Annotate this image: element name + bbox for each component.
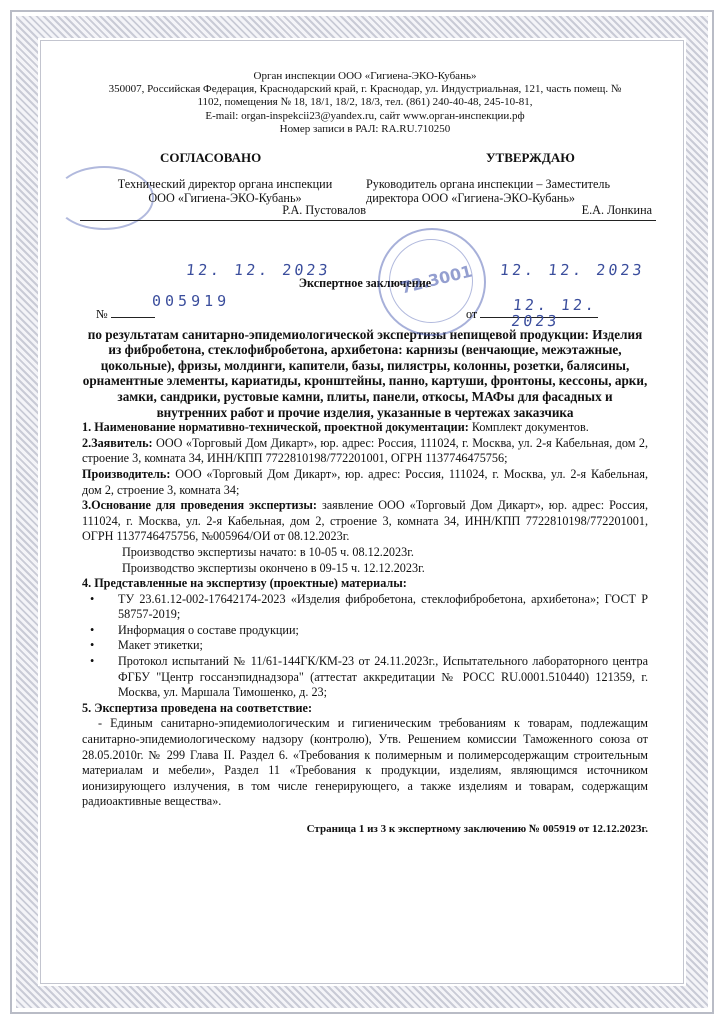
section-2 [82, 436, 648, 467]
section-2-heading: 2.Заявитель: [82, 435, 153, 450]
document-number-stamp: 005919 [152, 291, 231, 310]
org-address-2: 1102, помещения № 18, 18/1, 18/2, 18/3, тел. (861) 240-40-48, 245-10-81, [197, 96, 533, 109]
section-2-text: ООО «Торговый Дом Дикарт», юр. адрес: Россия, 111024, г. Москва, ул. 2-я Кабельная, дом 2, строение 3, комната 34, ИНН/КПП 7722810198/772201001, ОГРН 1137746475756; [82, 435, 649, 466]
section-4 [82, 576, 648, 592]
stamp-text: 72.3001 [398, 261, 475, 298]
section-5-text: - Единым санитарно-эпидемиологическим и гигиеническим требованиям к товарам, подлежащим санитарно-эпидемиологическому надзору (контролю), Утв. Решением комиссии Таможенного союза от 28.05.2010г. № 299 Глава II. Раздел 6. «Требования к полимерным и полимерсодержащим строительным материалам и мебели», Раздел 11 «Требования к продукции, изделиям, являющимся источником ионизирующего излучения, в том числе генерирующего, а также изделиям и товарам, содержащим радиоактивные вещества». [82, 716, 648, 809]
expertise-end: Производство экспертизы окончено в 09-15 ч. 12.12.2023г. [122, 560, 425, 575]
number-label: № [96, 306, 108, 321]
document-body [82, 70, 652, 838]
producer [82, 467, 648, 498]
org-contacts: E-mail: organ-inspekcii23@yandex.ru, сайт www.орган-инспекции.рф [205, 109, 525, 122]
org-name: Орган инспекции ООО «Гигиена-ЭКО-Кубань» [253, 70, 477, 82]
approved-position: Руководитель органа инспекции – Заместитель [366, 176, 611, 191]
number-underline [111, 317, 155, 318]
date-label: от [466, 306, 478, 321]
list-item: • ТУ 23.61.12-002-17642174-2023 «Изделия фибробетона, стеклофибробетона, архибетона»; ГОСТ Р 58757-2019; [118, 592, 648, 623]
approved-signature-line [366, 203, 656, 221]
producer-heading: Производитель: [82, 466, 171, 481]
approved-title: УТВЕРЖДАЮ [486, 150, 575, 166]
page-footer: Страница 1 из 3 к экспертному заключению № 005919 от 12.12.2023г. [306, 823, 648, 836]
org-address-1: 350007, Российская Федерация, Краснодарский край, г. Краснодар, ул. Индустриальная, 121, часть помещ. № [108, 83, 622, 96]
list-item: • Макет этикетки; [118, 638, 648, 654]
agreed-date-stamp: 12. 12. 2023 [185, 261, 332, 280]
agreed-title: СОГЛАСОВАНО [160, 150, 262, 166]
section-3-text: заявление ООО «Торговый Дом Дикарт», юр. адрес: Россия, 111024, г. Москва, ул. 2-я Кабельная, дом 2, строение 3, комната 34, ИНН/КПП 7722810198/772201001, ОГРН 1137746475756, №005964/ОИ от 08.12.2023г. [82, 498, 649, 544]
materials-list [82, 592, 648, 701]
list-item: • Информация о составе продукции; [118, 623, 648, 639]
section-5-heading: 5. Экспертиза проведена на соответствие: [82, 700, 313, 715]
approved-organization: директора ООО «Гигиена-ЭКО-Кубань» [366, 190, 576, 205]
approved-date-stamp: 12. 12. 2023 [499, 261, 646, 280]
agreed-organization: ООО «Гигиена-ЭКО-Кубань» [148, 190, 302, 205]
agreed-signature-line [80, 203, 370, 221]
section-5 [82, 701, 648, 717]
section-3-heading: 3.Основание для проведения экспертизы: [82, 498, 317, 513]
approved-signer: Е.А. Лонкина [581, 203, 652, 218]
section-3 [82, 498, 648, 545]
document-title: Экспертное заключение [298, 276, 432, 291]
section-4-heading: 4. Представленные на экспертизу (проектные) материалы: [82, 576, 407, 591]
approval-agreed [80, 150, 370, 221]
organization-header [82, 70, 648, 136]
section-1 [82, 420, 648, 436]
expertise-subject: по результатам санитарно-эпидемиологической экспертизы непищевой продукции: Изделия из фибробетона, стеклофибробетона, архибетона: карнизы (венчающие, межэтажные, цокольные), фризы, молдинги, капители, базы, пилястры, колонны, розетки, балясины, орнаментные элементы, кариатиды, кронштейны, панно, картуши, фронтоны, кессоны, арки, замки, сандрики, рустовые камни, плиты, панели, откосы, МАФы для фасадных и внутренних работ и прочие изделия, указанные в чертежах заказчика [82, 326, 648, 420]
section-1-text: Комплект документов. [471, 420, 589, 435]
expertise-start: Производство экспертизы начато: в 10-05 ч. 08.12.2023г. [122, 544, 414, 559]
agreed-signer: Р.А. Пустовалов [282, 203, 366, 218]
org-registry: Номер записи в РАЛ: RA.RU.710250 [279, 122, 451, 135]
document-number-line [82, 291, 648, 330]
approval-approved [366, 150, 656, 221]
agreed-position: Технический директор органа инспекции [117, 176, 333, 191]
producer-text: ООО «Торговый Дом Дикарт», юр. адрес: Россия, 111024, г. Москва, ул. 2-я Кабельная, дом 2, строение 3, комната 34; [82, 466, 648, 497]
document-date-stamp: 12. 12. 2023 [510, 295, 599, 330]
list-item: • Протокол испытаний № 11/61-144ГК/КМ-23 от 24.11.2023г., Испытательного лабораторного центра ФГБУ "Центр госсанэпиднадзора" (аттестат аккредитации № РОСС RU.0001.510440) 121359, г. Москва, ул. Маршала Тимошенко, д. 23; [118, 654, 648, 701]
section-1-heading: 1. Наименование нормативно-технической, проектной документации: [82, 420, 469, 435]
